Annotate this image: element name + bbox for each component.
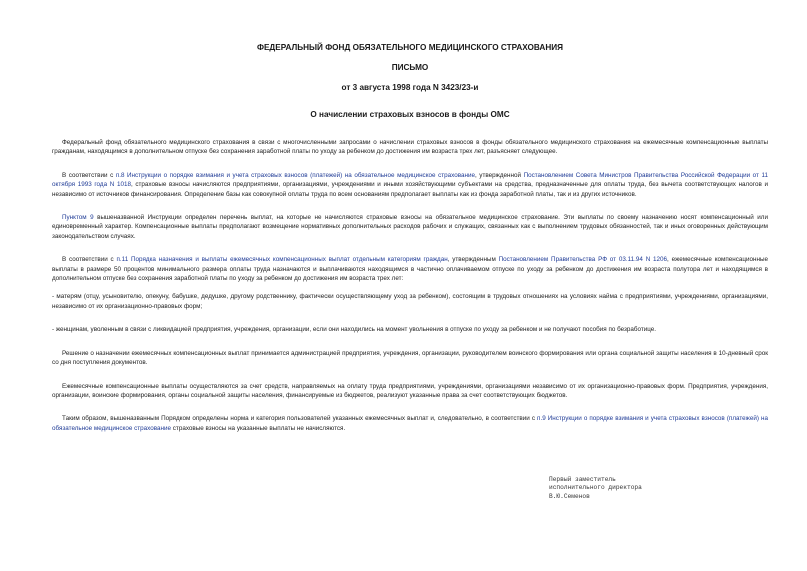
paragraph-funding: Ежемесячные компенсационные выплаты осуществляются за счет средств, направляемых на оплату труда предприятиями, учреждениями, организациями независимо от их организационно-правовых форм. Предприятия, учреждения, организации, воинские формирования, органы социальной защиты населения, финансируемые из бюджетов, реализуют указанные права за счет соответствующих бюджетов. xyxy=(52,382,768,399)
list-item-mothers: - матерям (отцу, усыновителю, опекуну, бабушке, дедушке, другому родственнику, фактически осуществляющему уход за ребенком), состоящим в трудовых отношениях на условиях найма с предприятиями, учреждениями, организациями, независимо от их организационно-правовых форм; xyxy=(52,293,768,310)
paragraph-decision: Решение о назначении ежемесячных компенсационных выплат принимается администрацией предприятия, учреждения, организации, руководителем воинского формирования или органа социальной защиты населения в 10-дневный срок со дня поступления документов. xyxy=(52,349,768,367)
link-instruction-p9[interactable]: п.9 Инструкции о порядке взимания и учета страховых взносов (платежей) на обязательное медицинское страхование xyxy=(52,415,768,432)
document-subject: О начислении страховых взносов в фонды ОМС xyxy=(310,110,510,119)
paragraph-exempt-payments: Пунктом 9 вышеназванной Инструкции определен перечень выплат, на которые не начисляются страховые взносы на обязательное медицинское страхование. Эти выплаты по своему назначению носят компенсационный или единовременный характер. Компенсационные выплаты предполагают возмещение нормативных дополнительных расходов рабочих и служащих, связанных как с выполнением трудовых обязанностей, так и иных оговоренных действующим законодательством случаях. xyxy=(52,214,768,240)
issuer-title: ФЕДЕРАЛЬНЫЙ ФОНД ОБЯЗАТЕЛЬНОГО МЕДИЦИНСКОГО СТРАХОВАНИЯ xyxy=(256,43,564,52)
signature-name: В.Ю.Семенов xyxy=(549,492,590,500)
paragraph-intro: Федеральный фонд обязательного медицинского страхования в связи с многочисленными запросами о начислении страховых взносов в фонды обязательного медицинского страхования на ежемесячные компенсационные выплаты гражданам, находящимся в дополнительном отпуске без сохранения заработной платы по уходу за ребенком до достижения им возраста трех лет, разъясняет следующее. xyxy=(52,139,768,156)
signature-position: Первый заместитель xyxy=(549,476,616,483)
signature-position-line2: исполнительного директора xyxy=(549,484,642,492)
signature-block xyxy=(549,476,642,501)
list-item-women-dismissed: - женщинам, уволенным в связи с ликвидацией предприятия, учреждения, организации, если они находились на момент увольнения в отпуске по уходу за ребенком и не получают пособия по безработице. xyxy=(52,326,657,334)
paragraph-procedure: В соответствии с п.11 Порядка назначения и выплаты ежемесячных компенсационных выплат отдельным категориям граждан, утвержденным Постановлением Правительства РФ от 03.11.94 N 1206, ежемесячные компенсационные выплаты в размере 50 процентов минимального размера оплаты труда назначаются и выплачиваются находящимся в частично оплачиваемом отпуске по уходу за ребенком до достижения им возраста полутора лет и находящимся в дополнительном отпуске без сохранения заработной платы по уходу за ребенком до достижения им возраста трех лет: xyxy=(52,256,769,283)
link-point-9[interactable]: Пунктом 9 xyxy=(62,214,94,222)
link-resolution-1018[interactable]: Постановлением Совета Министров Правительства Российской Федерации от 11 октября 1993 года N 1018 xyxy=(52,171,769,189)
paragraph-conclusion: Таким образом, вышеназванным Порядком определены норма и категория пользователей указанных ежемесячных выплат и, следовательно, в соответствии с п.9 Инструкции о порядке взимания и учета страховых взносов (платежей) на обязательное медицинское страхование страховые взносы на указанные выплаты не начисляются. xyxy=(52,415,768,432)
link-instruction-p8[interactable]: п.8 Инструкции о порядке взимания и учета страховых взносов (платежей) на обязательное медицинское страхование xyxy=(115,171,475,179)
paragraph-instruction-basis: В соответствии с п.8 Инструкции о порядке взимания и учета страховых взносов (платежей) на обязательное медицинское страхование, утвержденной Постановлением Совета Министров Правительства Российской Федерации от 11 октября 1993 года N 1018, страховые взносы начисляются предприятиями, организациями, учреждениями и иными хозяйствующими субъектами на средства, предназначенные для оплаты труда, без вычета соответствующих налогов и независимо от источников финансирования. Определение базы как совокупной оплаты труда по всем основаниям предполагает выплаты как из фонда заработной платы, так и из других источников. xyxy=(52,171,769,198)
document-date-number: от 3 августа 1998 года N 3423/23-и xyxy=(341,83,479,92)
document-page xyxy=(52,43,768,433)
document-type: ПИСЬМО xyxy=(391,63,429,72)
link-procedure-p11[interactable]: п.11 Порядка назначения и выплаты ежемесячных компенсационных выплат отдельным категориям граждан xyxy=(116,256,448,264)
link-resolution-1206[interactable]: Постановлением Правительства РФ от 03.11.94 N 1206 xyxy=(498,256,668,264)
